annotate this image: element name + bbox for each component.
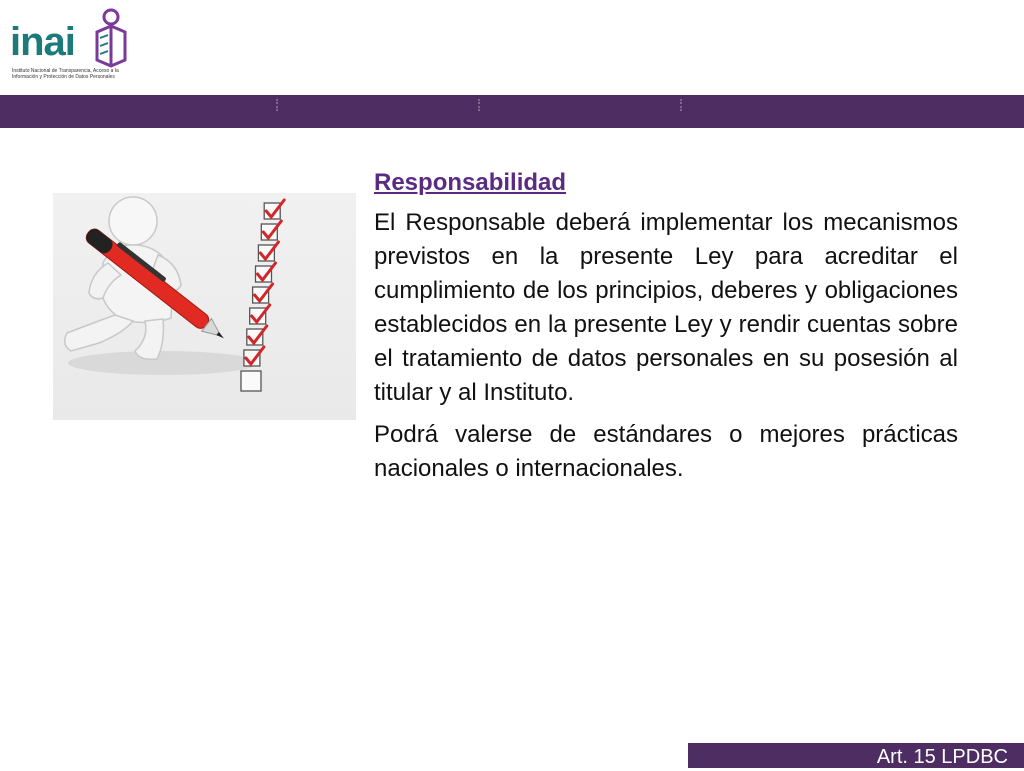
- checked-box-icon: [256, 263, 276, 282]
- checked-box-icon: [264, 200, 284, 219]
- checklist: [241, 200, 284, 391]
- checked-box-icon: [253, 284, 273, 303]
- checked-box-icon: [244, 347, 264, 366]
- checked-box-icon: [247, 326, 267, 345]
- body-paragraph-2: Podrá valerse de estándares o mejores prácticas nacionales o internacionales.: [374, 421, 958, 482]
- section-heading: Responsabilidad: [374, 169, 567, 196]
- logo-subtitle: Instituto Nacional de Transparencia, Acceso a la Información y Protección de Datos Personales: [12, 68, 119, 80]
- main-content: [374, 166, 958, 494]
- checklist-illustration: [53, 193, 356, 420]
- band-dots: [276, 99, 281, 111]
- checked-box-icon: [261, 221, 281, 240]
- footer-citation: Art. 15 LPDBC: [688, 743, 1024, 768]
- header-band: [0, 95, 1024, 128]
- body-paragraph-1: El Responsable deberá implementar los mecanismos previstos en la presente Ley para acreditar el cumplimiento de los principios, deberes y obligaciones establecidos en la presente Ley y rendir cuentas sobre el tratamiento de datos personales en su posesión al titular y al Instituto.: [374, 209, 958, 406]
- person-with-pen-checklist-icon: [53, 193, 356, 420]
- logo-person-book-icon: [94, 8, 128, 68]
- inai-logo: [8, 6, 148, 90]
- logo-wordmark: inai: [10, 20, 75, 64]
- band-dots: [680, 99, 685, 111]
- checked-box-icon: [258, 242, 278, 261]
- checked-box-icon: [250, 305, 270, 324]
- band-dots: [478, 99, 483, 111]
- empty-box-icon: [241, 371, 261, 391]
